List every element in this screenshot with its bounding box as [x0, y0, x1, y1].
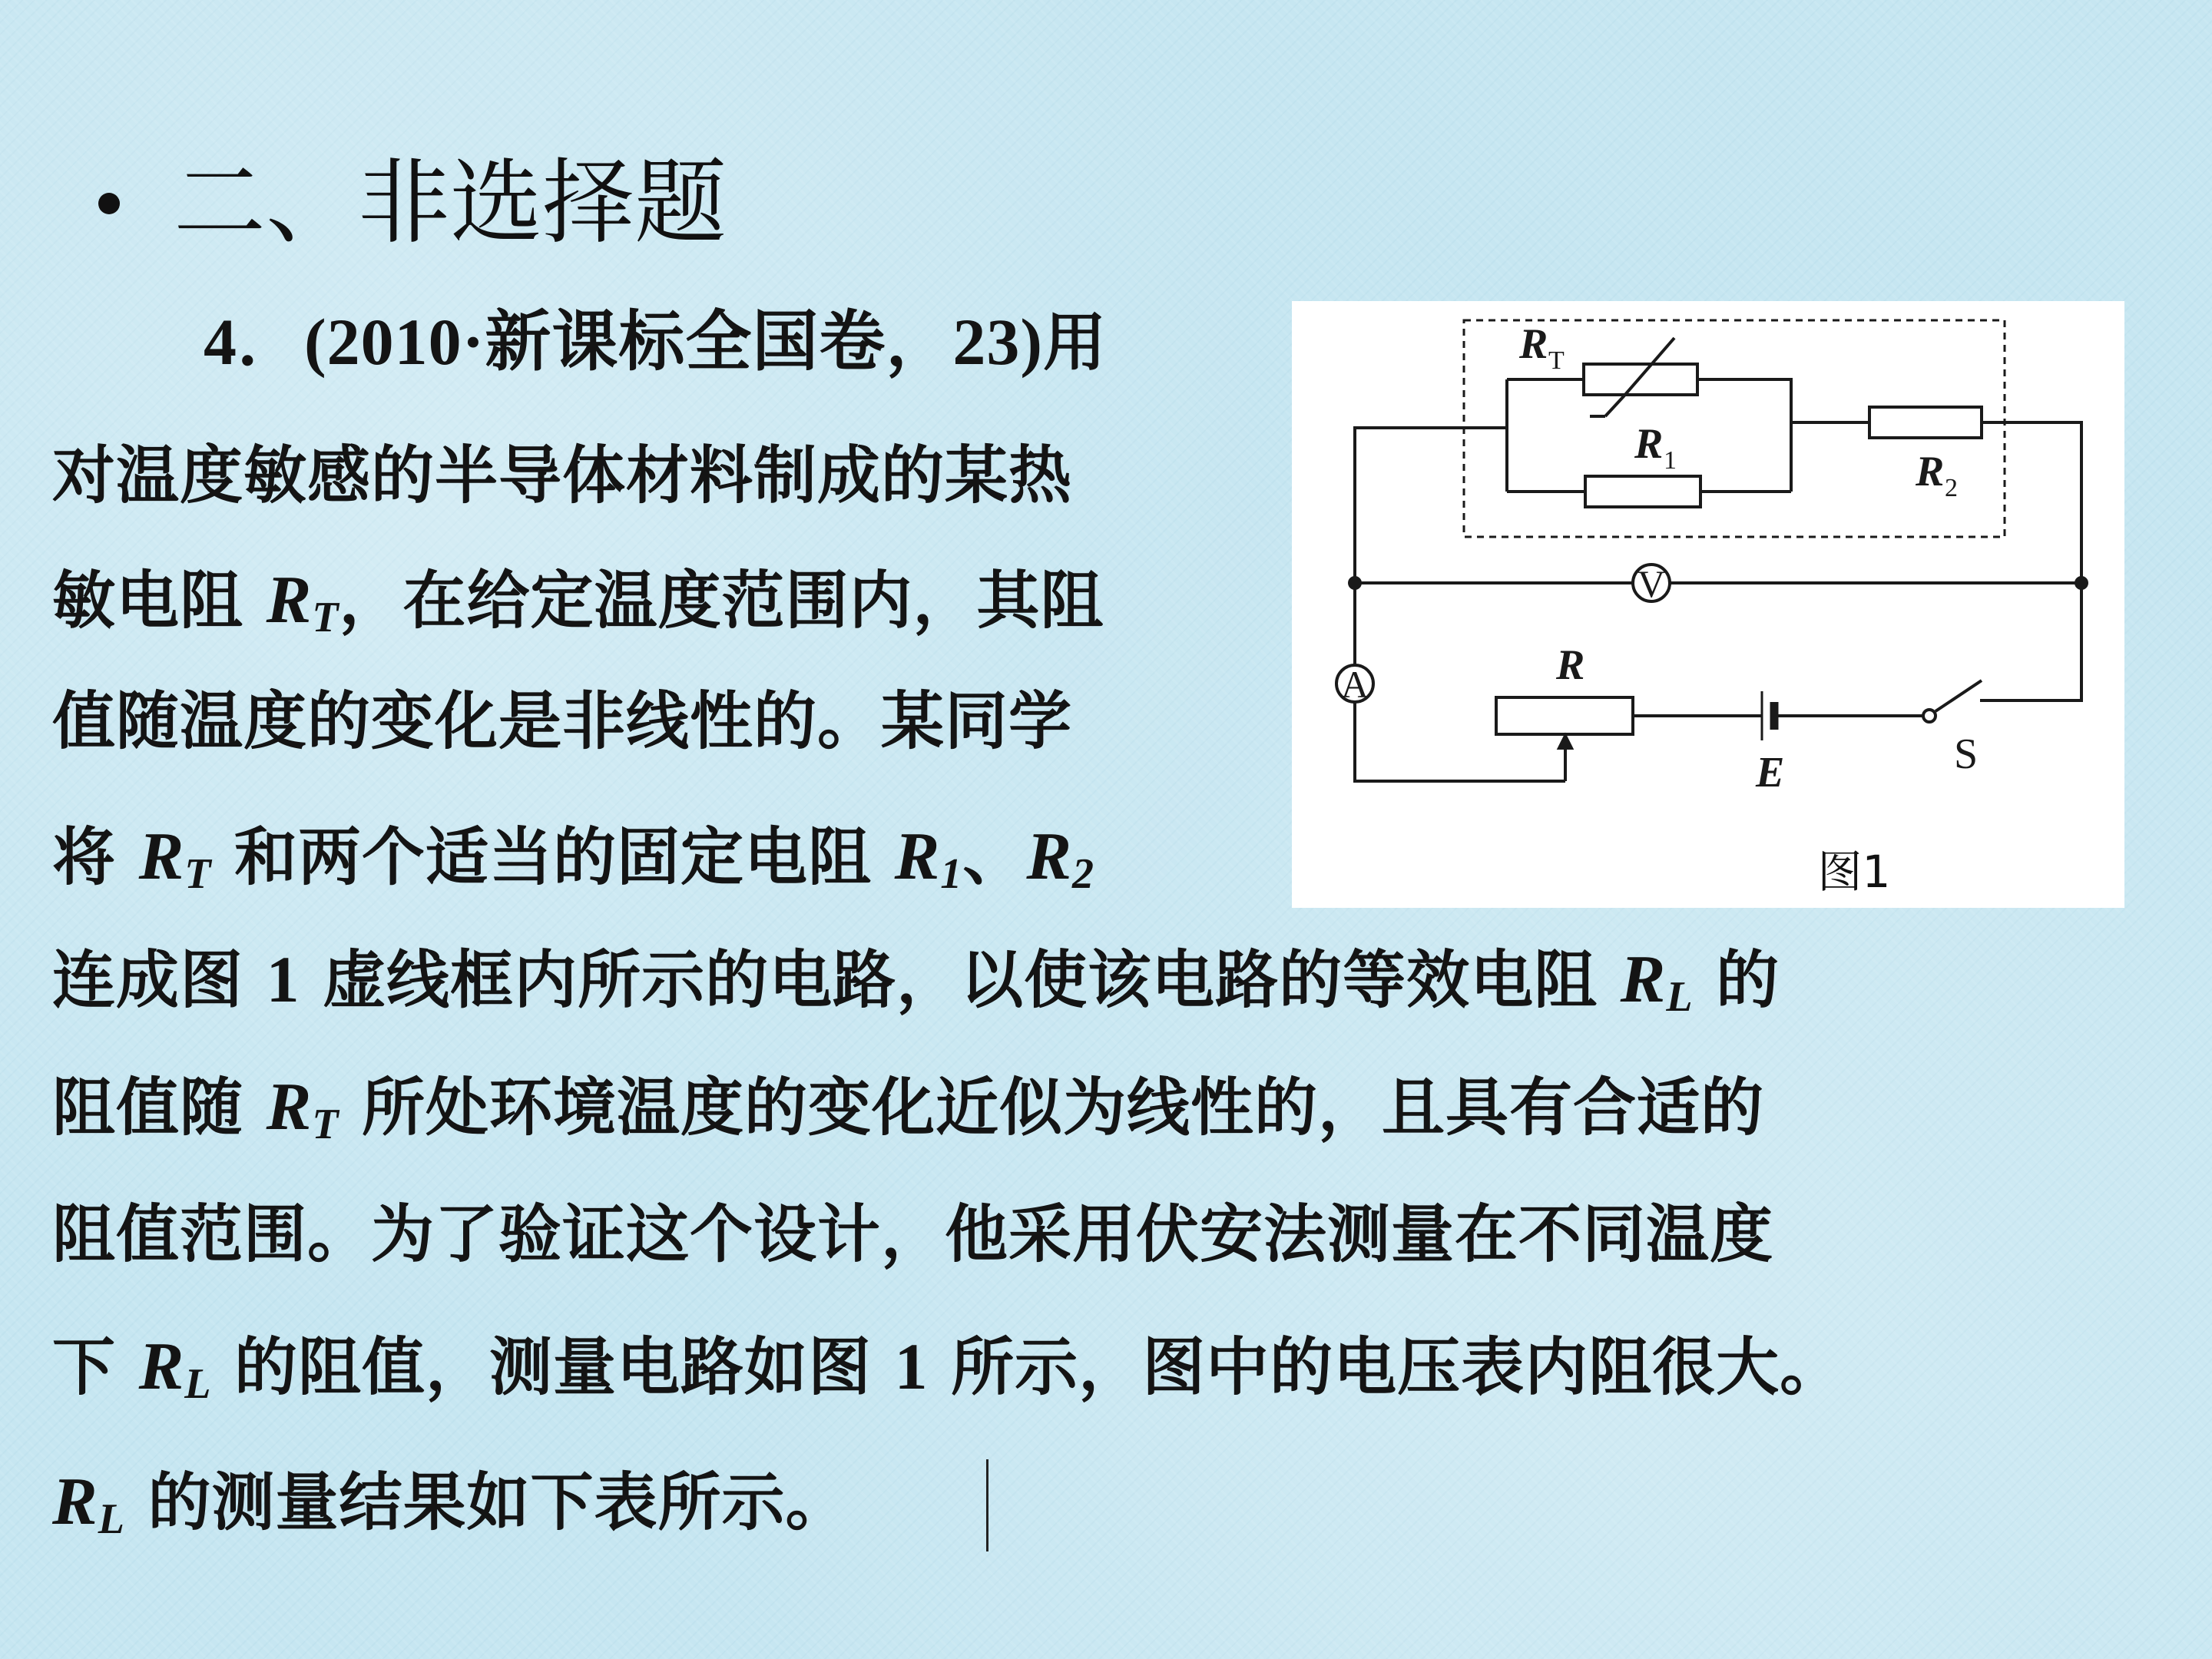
var-rt-main: R: [266, 1070, 313, 1144]
problem-line-2-text: 对温度敏感的半导体材料制成的某热: [52, 439, 1073, 512]
problem-line-5-a: 将: [52, 820, 139, 894]
thermistor-rt: [1584, 364, 1697, 395]
problem-line-6-a: 连成图: [52, 943, 267, 1017]
problem-line-5-c: 、: [962, 820, 1027, 894]
problem-line-1: [204, 305, 1107, 379]
label-rt-sub: T: [1548, 346, 1565, 375]
var-rt-sub: T: [184, 850, 212, 898]
label-rt-main: R: [1519, 320, 1548, 368]
label-v: V: [1637, 562, 1666, 605]
wire: [1697, 379, 1791, 492]
switch-lever: [1936, 680, 1982, 711]
problem-line-3-b: ，在给定温度范围内，其阻: [339, 564, 1104, 637]
label-r: R: [1556, 641, 1585, 689]
var-rt-sub: T: [312, 1101, 339, 1148]
var-rl-main: R: [52, 1465, 98, 1539]
figure-ref-number: 1: [894, 1330, 929, 1403]
var-rl: [52, 1465, 125, 1543]
var-r1-sub: 1: [940, 850, 963, 898]
problem-number: 4．: [204, 305, 304, 379]
var-rl-main: R: [138, 1330, 185, 1404]
label-a: A: [1340, 663, 1369, 706]
var-rt-main: R: [138, 820, 185, 894]
problem-line-5: [52, 820, 1095, 898]
problem-line-6-c: 的: [1693, 943, 1780, 1017]
var-r2-main: R: [1026, 820, 1073, 894]
label-r2-main: R: [1916, 448, 1945, 495]
figure-ref-number: 1: [266, 942, 300, 1016]
var-rl-sub: L: [98, 1495, 125, 1543]
var-rl-sub: L: [184, 1360, 212, 1408]
var-rl: [1620, 942, 1694, 1021]
problem-line-7-a: 阻值随: [52, 1071, 267, 1144]
problem-line-6: [52, 942, 1780, 1021]
var-rl-main: R: [1620, 942, 1667, 1017]
var-r1-main: R: [894, 820, 941, 894]
section-heading-text: 二、非选择题: [174, 150, 727, 257]
problem-line-9-c: 所示，图中的电压表内阻很大。: [928, 1330, 1844, 1404]
label-e: E: [1756, 749, 1785, 796]
switch-terminal: [1923, 710, 1936, 722]
problem-line-3-a: 敏电阻: [52, 564, 267, 637]
problem-line-8: [52, 1197, 1774, 1271]
problem-line-9-b: 的阻值，测量电路如图: [211, 1330, 895, 1404]
circuit-figure: [1292, 301, 2124, 908]
problem-source: (2010·新课标全国卷，23): [304, 305, 1043, 379]
figure-caption: 图1: [1817, 846, 1891, 898]
resistor-r2: [1869, 407, 1982, 438]
problem-line-4-text: 值随温度的变化是非线性的。某同学: [52, 684, 1073, 758]
problem-line-7-b: 所处环境温度的变化近似为线性的，且具有合适的: [339, 1071, 1765, 1144]
rheostat-r: [1496, 697, 1633, 734]
label-r2-sub: 2: [1945, 474, 1958, 502]
var-rl: [138, 1330, 212, 1408]
var-r2-sub: 2: [1072, 850, 1095, 898]
section-heading: [98, 146, 727, 261]
problem-line-7: [52, 1070, 1765, 1148]
var-r1: [894, 820, 963, 898]
wire: [1980, 583, 2081, 700]
wire: [1355, 428, 1507, 647]
problem-line-4: [52, 684, 1073, 758]
var-rt: [266, 1070, 339, 1148]
text-cursor: [986, 1459, 988, 1551]
problem-line-5-b: 和两个适当的固定电阻: [211, 820, 895, 894]
rheostat-arrow-icon: [1559, 736, 1571, 748]
bullet-icon: [98, 193, 120, 214]
problem-line-1-tail: 用: [1042, 306, 1107, 379]
problem-line-10-b: 的测量结果如下表所示。: [124, 1465, 849, 1539]
label-s: S: [1954, 730, 1979, 778]
problem-line-3: [52, 563, 1104, 641]
var-rt-sub: T: [312, 594, 339, 641]
problem-line-2: [52, 439, 1073, 512]
var-rt: [266, 563, 339, 641]
resistor-r1: [1585, 476, 1700, 507]
problem-line-10: [52, 1465, 849, 1543]
var-rt-main: R: [266, 563, 313, 637]
wire: [1982, 422, 2081, 583]
problem-line-8-text: 阻值范围。为了验证这个设计，他采用伏安法测量在不同温度: [52, 1197, 1774, 1271]
problem-line-6-b: 虚线框内所示的电路，以使该电路的等效电阻: [300, 943, 1621, 1017]
circuit-diagram: [1292, 301, 2124, 908]
label-r1-sub: 1: [1664, 446, 1677, 475]
var-rt: [138, 820, 212, 898]
var-r2: [1026, 820, 1095, 898]
var-rl-sub: L: [1666, 973, 1694, 1021]
problem-line-9-a: 下: [52, 1330, 139, 1404]
label-r1-main: R: [1634, 420, 1664, 468]
problem-line-9: [52, 1330, 1844, 1408]
